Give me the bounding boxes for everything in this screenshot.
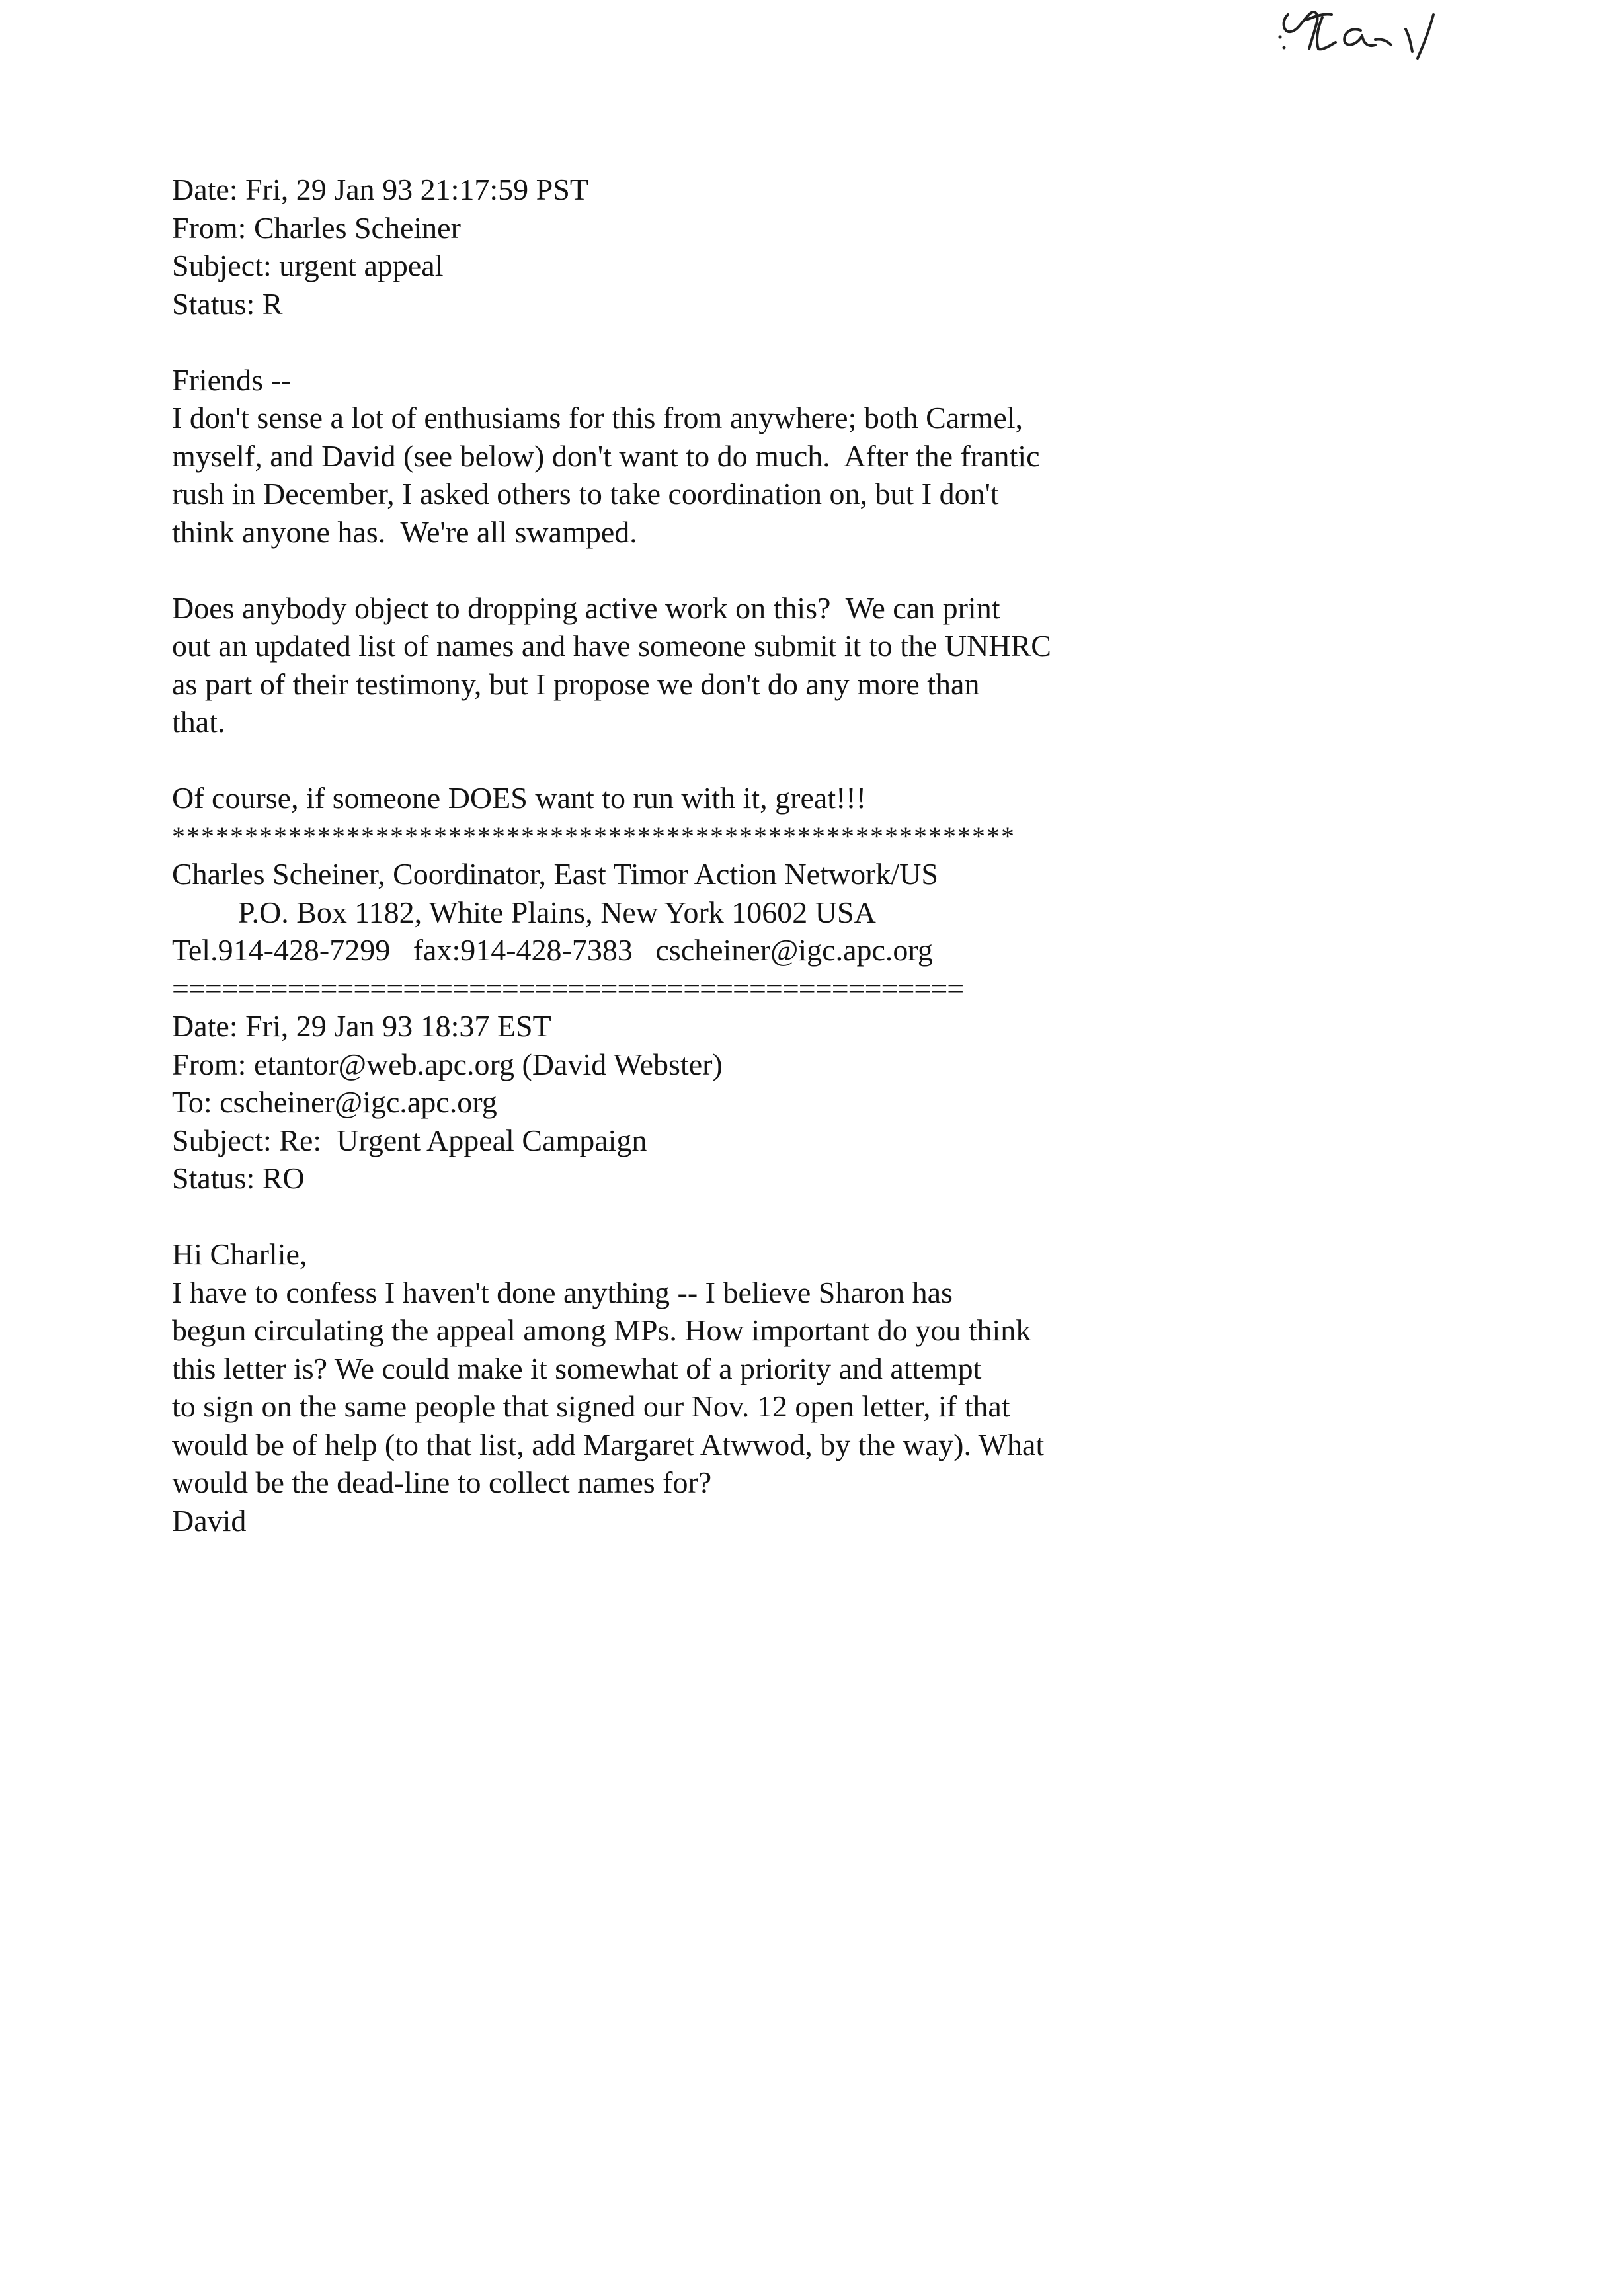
message-2-greeting: Hi Charlie, [172, 1237, 307, 1271]
message-2-body-line-6: would be the dead-line to collect names for? [172, 1465, 712, 1499]
signature-contact-line: Tel.914-428-7299 fax:914-428-7383 cscheiner@igc.apc.org [172, 933, 933, 967]
message-1-status: Status: R [172, 286, 283, 321]
message-1-from: From: Charles Scheiner [172, 210, 461, 245]
message-2-sign-off: David [172, 1503, 247, 1538]
message-1-para2-line-3: as part of their testimony, but I propose we don't do any more than [172, 667, 980, 701]
message-1-greeting: Friends -- [172, 362, 292, 397]
message-2 [172, 1007, 1428, 1539]
signature-address-line: P.O. Box 1182, White Plains, New York 10602 USA [238, 895, 876, 929]
signature-name-line: Charles Scheiner, Coordinator, East Timor Action Network/US [172, 857, 938, 891]
message-1-para1-line-2: myself, and David (see below) don't want to do much. After the frantic [172, 438, 1040, 473]
message-1-para1-line-1: I don't sense a lot of enthusiams for this from anywhere; both Carmel, [172, 401, 1024, 434]
handwritten-annotation [1276, 0, 1494, 66]
message-1-para1-line-4: think anyone has. We're all swamped. [172, 514, 637, 549]
message-2-subject: Subject: Re: Urgent Appeal Campaign [172, 1123, 647, 1157]
message-1-para3: Of course, if someone DOES want to run with it, great!!! [172, 781, 867, 815]
signature-separator: ********************************************************** [172, 821, 1016, 851]
message-2-to: To: cscheiner@igc.apc.org [172, 1085, 497, 1119]
message-1-para2-line-2: out an updated list of names and have someone submit it to the UNHRC [172, 629, 1051, 663]
message-1-para2-line-1: Does anybody object to dropping active work on this? We can print [172, 591, 1000, 625]
email-thread [172, 171, 1428, 1539]
message-1-date: Date: Fri, 29 Jan 93 21:17:59 PST [172, 173, 588, 206]
message-2-body-line-4: to sign on the same people that signed our Nov. 12 open letter, if that [172, 1389, 1010, 1423]
message-2-body-line-3: this letter is? We could make it somewhat of a priority and attempt [172, 1351, 982, 1385]
message-2-body-line-1: I have to confess I haven't done anything -- I believe Sharon has [172, 1275, 953, 1309]
message-1-subject: Subject: urgent appeal [172, 249, 444, 282]
message-2-body-line-5: would be of help (to that list, add Margaret Atwwod, by the way). What [172, 1427, 1045, 1461]
message-1 [172, 171, 1428, 817]
message-1-para1-line-3: rush in December, I asked others to take coordination on, but I don't [172, 477, 999, 511]
message-2-from: From: etantor@web.apc.org (David Webster) [172, 1047, 723, 1081]
message-1-para2-line-4: that. [172, 705, 225, 739]
message-2-body-line-2: begun circulating the appeal among MPs. How important do you think [172, 1313, 1031, 1347]
message-divider: ================================================ [172, 971, 964, 1005]
signature-block [172, 817, 1428, 1008]
message-2-status: Status: RO [172, 1161, 305, 1195]
message-2-date: Date: Fri, 29 Jan 93 18:37 EST [172, 1009, 551, 1043]
